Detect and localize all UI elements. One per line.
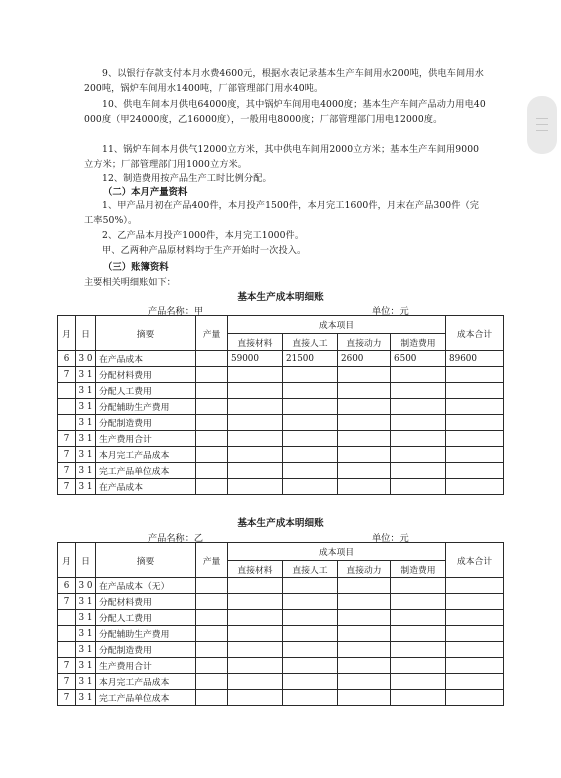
summary-cell: 在产品成本（无） <box>96 578 196 594</box>
day-cell: 3 1 <box>76 383 96 399</box>
scroll-handle[interactable] <box>527 96 557 154</box>
day-cell: 3 1 <box>76 658 96 674</box>
header-total: 成本合计 <box>446 543 504 578</box>
summary-cell: 分配材料费用 <box>96 367 196 383</box>
output-cell <box>196 674 228 690</box>
summary-cell: 分配人工费用 <box>96 610 196 626</box>
month-cell: 6 <box>58 578 76 594</box>
total-cell <box>446 626 504 642</box>
day-cell: 3 1 <box>76 399 96 415</box>
header-summary: 摘要 <box>96 543 196 578</box>
ledgers-intro: 主要相关明细账如下： <box>84 277 176 288</box>
output-cell <box>196 463 228 479</box>
table-row <box>58 594 504 610</box>
header-summary: 摘要 <box>96 316 196 351</box>
labor-cell <box>283 690 338 706</box>
month-cell <box>58 415 76 431</box>
labor-cell <box>283 447 338 463</box>
summary-cell: 本月完工产品成本 <box>96 447 196 463</box>
month-cell <box>58 399 76 415</box>
section-heading-ledgers: （三）账簿资料 <box>103 262 169 273</box>
overhead-cell <box>391 610 446 626</box>
materials-cell: 59000 <box>228 351 283 367</box>
ledger-a-product-name: 产品名称：甲 <box>148 306 204 317</box>
day-cell: 3 1 <box>76 610 96 626</box>
header-cost-items: 成本项目 <box>228 543 446 561</box>
header-month: 月 <box>58 316 76 351</box>
day-cell: 3 1 <box>76 594 96 610</box>
day-cell: 3 1 <box>76 690 96 706</box>
ledger-a-unit: 单位：元 <box>372 306 409 317</box>
header-day: 日 <box>76 543 96 578</box>
day-cell: 3 1 <box>76 642 96 658</box>
power-cell <box>338 642 391 658</box>
month-cell <box>58 642 76 658</box>
paragraph-item-11: 11、锅炉车间本月供气12000立方米，其中供电车间用2000立方米；基本生产车间用9000立方米；厂部管理部门用1000立方米。 <box>84 144 480 170</box>
power-cell <box>338 447 391 463</box>
materials-cell <box>228 642 283 658</box>
total-cell <box>446 690 504 706</box>
labor-cell: 21500 <box>283 351 338 367</box>
total-cell <box>446 658 504 674</box>
summary-cell: 在产品成本 <box>96 479 196 495</box>
labor-cell <box>283 642 338 658</box>
labor-cell <box>283 610 338 626</box>
materials-cell <box>228 479 283 495</box>
table-row <box>58 578 504 594</box>
month-cell: 7 <box>58 479 76 495</box>
output-cell <box>196 658 228 674</box>
materials-cell <box>228 594 283 610</box>
overhead-cell <box>391 594 446 610</box>
labor-cell <box>283 578 338 594</box>
labor-cell <box>283 415 338 431</box>
header-overhead: 制造费用 <box>391 561 446 578</box>
table-row <box>58 351 504 367</box>
materials-cell <box>228 690 283 706</box>
total-cell <box>446 578 504 594</box>
power-cell <box>338 626 391 642</box>
header-month: 月 <box>58 543 76 578</box>
header-overhead: 制造费用 <box>391 334 446 351</box>
power-cell <box>338 479 391 495</box>
total-cell <box>446 367 504 383</box>
total-cell <box>446 399 504 415</box>
summary-cell: 分配制造费用 <box>96 415 196 431</box>
section-heading-output: （二）本月产量资料 <box>103 187 188 198</box>
month-cell: 7 <box>58 447 76 463</box>
materials-cell <box>228 383 283 399</box>
header-total: 成本合计 <box>446 316 504 351</box>
total-cell <box>446 610 504 626</box>
grip-line <box>536 130 548 131</box>
header-output: 产量 <box>196 316 228 351</box>
overhead-cell <box>391 447 446 463</box>
month-cell <box>58 626 76 642</box>
labor-cell <box>283 431 338 447</box>
summary-cell: 分配人工费用 <box>96 383 196 399</box>
output-cell <box>196 367 228 383</box>
total-cell <box>446 674 504 690</box>
summary-cell: 完工产品单位成本 <box>96 463 196 479</box>
total-cell <box>446 383 504 399</box>
output-cell <box>196 479 228 495</box>
summary-cell: 完工产品单位成本 <box>96 690 196 706</box>
summary-cell: 生产费用合计 <box>96 658 196 674</box>
output-cell <box>196 578 228 594</box>
output-cell <box>196 594 228 610</box>
materials-cell <box>228 431 283 447</box>
materials-cell <box>228 399 283 415</box>
paragraph-product-b-output: 2、乙产品本月投产1000件，本月完工1000件。 <box>102 230 305 241</box>
month-cell: 7 <box>58 463 76 479</box>
labor-cell <box>283 463 338 479</box>
month-cell <box>58 383 76 399</box>
header-materials: 直接材料 <box>228 561 283 578</box>
overhead-cell <box>391 367 446 383</box>
month-cell: 7 <box>58 594 76 610</box>
overhead-cell <box>391 674 446 690</box>
labor-cell <box>283 626 338 642</box>
materials-cell <box>228 463 283 479</box>
month-cell: 7 <box>58 431 76 447</box>
table-row <box>58 431 504 447</box>
month-cell <box>58 610 76 626</box>
output-cell <box>196 415 228 431</box>
header-cost-items: 成本项目 <box>228 316 446 334</box>
day-cell: 3 0 <box>76 578 96 594</box>
ledger-b-unit: 单位：元 <box>372 533 409 544</box>
day-cell: 3 1 <box>76 463 96 479</box>
ledger-a-table <box>57 315 504 495</box>
power-cell <box>338 594 391 610</box>
month-cell: 7 <box>58 367 76 383</box>
table-row <box>58 479 504 495</box>
overhead-cell <box>391 658 446 674</box>
power-cell <box>338 367 391 383</box>
output-cell <box>196 383 228 399</box>
header-labor: 直接人工 <box>283 561 338 578</box>
day-cell: 3 1 <box>76 674 96 690</box>
overhead-cell <box>391 626 446 642</box>
paragraph-product-a-output: 1、甲产品月初在产品400件，本月投产1500件，本月完工1600件，月末在产品300件（完工率50%）。 <box>84 200 480 226</box>
ledger-b-rows <box>58 578 504 706</box>
materials-cell <box>228 674 283 690</box>
ledger-b-table <box>57 542 504 706</box>
output-cell <box>196 690 228 706</box>
power-cell <box>338 658 391 674</box>
grip-line <box>536 124 548 125</box>
table-row <box>58 399 504 415</box>
month-cell: 7 <box>58 658 76 674</box>
materials-cell <box>228 367 283 383</box>
output-cell <box>196 610 228 626</box>
materials-cell <box>228 578 283 594</box>
power-cell <box>338 578 391 594</box>
total-cell <box>446 594 504 610</box>
power-cell <box>338 674 391 690</box>
table-row <box>58 463 504 479</box>
summary-cell: 分配制造费用 <box>96 642 196 658</box>
table-row <box>58 415 504 431</box>
table-row <box>58 383 504 399</box>
day-cell: 3 1 <box>76 479 96 495</box>
day-cell: 3 1 <box>76 431 96 447</box>
table-row <box>58 658 504 674</box>
day-cell: 3 0 <box>76 351 96 367</box>
overhead-cell <box>391 479 446 495</box>
labor-cell <box>283 479 338 495</box>
output-cell <box>196 447 228 463</box>
overhead-cell: 6500 <box>391 351 446 367</box>
output-cell <box>196 626 228 642</box>
summary-cell: 分配辅助生产费用 <box>96 626 196 642</box>
paragraph-item-12: 12、制造费用按产品生产工时比例分配。 <box>102 173 272 184</box>
power-cell <box>338 383 391 399</box>
overhead-cell <box>391 431 446 447</box>
paragraph-materials-note: 甲、乙两种产品原材料均于生产开始时一次投入。 <box>102 245 307 256</box>
total-cell <box>446 479 504 495</box>
overhead-cell <box>391 463 446 479</box>
output-cell <box>196 431 228 447</box>
summary-cell: 本月完工产品成本 <box>96 674 196 690</box>
labor-cell <box>283 367 338 383</box>
day-cell: 3 1 <box>76 447 96 463</box>
table-row <box>58 447 504 463</box>
power-cell <box>338 399 391 415</box>
total-cell <box>446 463 504 479</box>
materials-cell <box>228 415 283 431</box>
table-row <box>58 626 504 642</box>
summary-cell: 分配辅助生产费用 <box>96 399 196 415</box>
header-labor: 直接人工 <box>283 334 338 351</box>
header-power: 直接动力 <box>338 561 391 578</box>
table-row <box>58 642 504 658</box>
overhead-cell <box>391 578 446 594</box>
total-cell <box>446 642 504 658</box>
power-cell <box>338 690 391 706</box>
materials-cell <box>228 610 283 626</box>
summary-cell: 生产费用合计 <box>96 431 196 447</box>
month-cell: 7 <box>58 674 76 690</box>
grip-line <box>536 118 548 119</box>
materials-cell <box>228 626 283 642</box>
paragraph-item-10: 10、供电车间本月供电64000度，其中锅炉车间用电4000度；基本生产车间产品动力用电40000度（甲24000度，乙16000度），一般用电8000度；厂部管理部门用电12000度。 <box>84 99 486 125</box>
overhead-cell <box>391 415 446 431</box>
table-row <box>58 367 504 383</box>
power-cell: 2600 <box>338 351 391 367</box>
power-cell <box>338 610 391 626</box>
output-cell <box>196 399 228 415</box>
total-cell <box>446 431 504 447</box>
ledger-a-rows <box>58 351 504 495</box>
overhead-cell <box>391 642 446 658</box>
overhead-cell <box>391 690 446 706</box>
table-row <box>58 674 504 690</box>
materials-cell <box>228 658 283 674</box>
labor-cell <box>283 594 338 610</box>
materials-cell <box>228 447 283 463</box>
labor-cell <box>283 399 338 415</box>
total-cell: 89600 <box>446 351 504 367</box>
labor-cell <box>283 658 338 674</box>
labor-cell <box>283 674 338 690</box>
total-cell <box>446 447 504 463</box>
overhead-cell <box>391 399 446 415</box>
month-cell: 7 <box>58 690 76 706</box>
day-cell: 3 1 <box>76 367 96 383</box>
power-cell <box>338 415 391 431</box>
table-row <box>58 610 504 626</box>
labor-cell <box>283 383 338 399</box>
ledger-b-title: 基本生产成本明细账 <box>237 518 324 529</box>
ledger-a-title: 基本生产成本明细账 <box>237 292 324 303</box>
output-cell <box>196 642 228 658</box>
header-power: 直接动力 <box>338 334 391 351</box>
power-cell <box>338 431 391 447</box>
month-cell: 6 <box>58 351 76 367</box>
header-day: 日 <box>76 316 96 351</box>
overhead-cell <box>391 383 446 399</box>
summary-cell: 在产品成本 <box>96 351 196 367</box>
power-cell <box>338 463 391 479</box>
table-row <box>58 690 504 706</box>
ledger-b-product-name: 产品名称：乙 <box>148 533 204 544</box>
header-output: 产量 <box>196 543 228 578</box>
day-cell: 3 1 <box>76 626 96 642</box>
output-cell <box>196 351 228 367</box>
paragraph-item-9: 9、以银行存款支付本月水费4600元，根据水表记录基本生产车间用水200吨，供电车间用水200吨，锅炉车间用水1400吨，厂部管理部门用水40吨。 <box>84 68 484 94</box>
summary-cell: 分配材料费用 <box>96 594 196 610</box>
header-materials: 直接材料 <box>228 334 283 351</box>
day-cell: 3 1 <box>76 415 96 431</box>
total-cell <box>446 415 504 431</box>
